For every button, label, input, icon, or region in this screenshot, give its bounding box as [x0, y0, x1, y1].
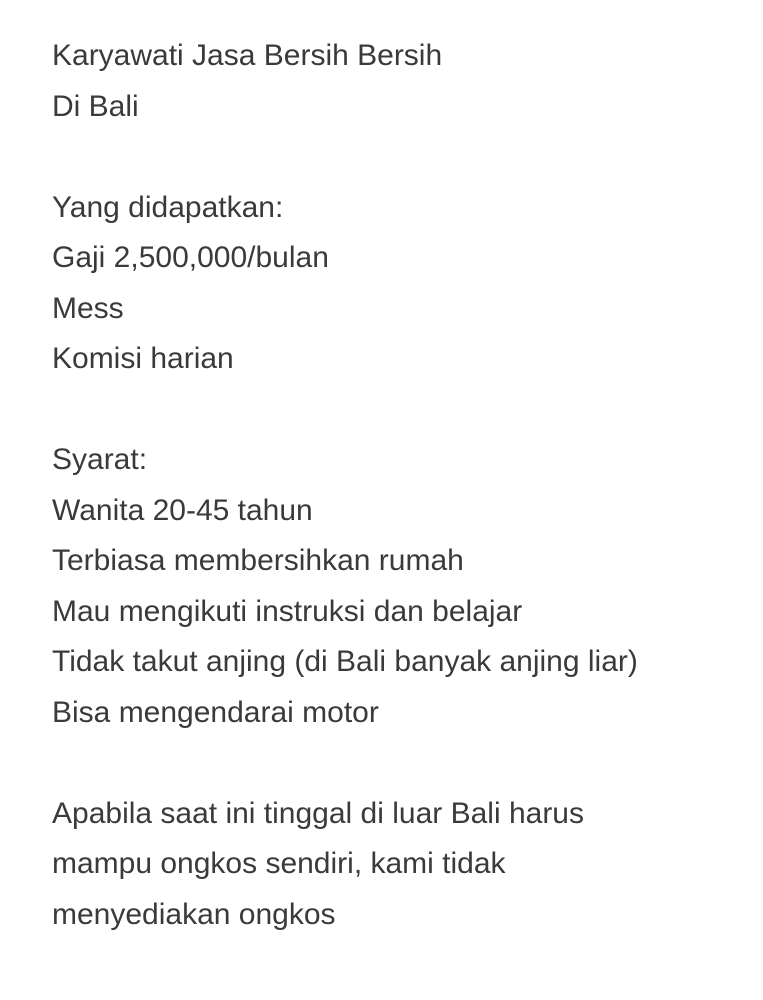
benefits-heading: Yang didapatkan:	[52, 190, 284, 224]
benefit-item: Gaji 2,500,000/bulan	[52, 241, 329, 274]
note-line: menyediakan ongkos	[52, 897, 336, 931]
requirement-item: Terbiasa membersihkan rumah	[52, 544, 464, 577]
requirements-heading: Syarat:	[52, 443, 148, 476]
requirement-item: Tidak takut anjing (di Bali banyak anjing liar)	[52, 645, 638, 678]
requirement-item: Bisa mengendarai motor	[52, 695, 379, 729]
title-line: Di Bali	[52, 89, 139, 123]
requirement-item: Mau mengikuti instruksi dan belajar	[52, 594, 523, 628]
title-line: Karyawati Jasa Bersih Bersih	[52, 39, 443, 72]
spacer	[52, 738, 638, 789]
spacer	[52, 132, 638, 183]
note-line: Apabila saat ini tinggal di luar Bali harus	[52, 796, 584, 830]
requirement-item: Wanita 20-45 tahun	[52, 493, 313, 527]
note-line: mampu ongkos sendiri, kami tidak	[52, 847, 506, 880]
benefit-item: Komisi harian	[52, 342, 234, 375]
benefit-item: Mess	[52, 291, 124, 325]
spacer	[52, 385, 638, 436]
job-posting	[52, 31, 638, 940]
